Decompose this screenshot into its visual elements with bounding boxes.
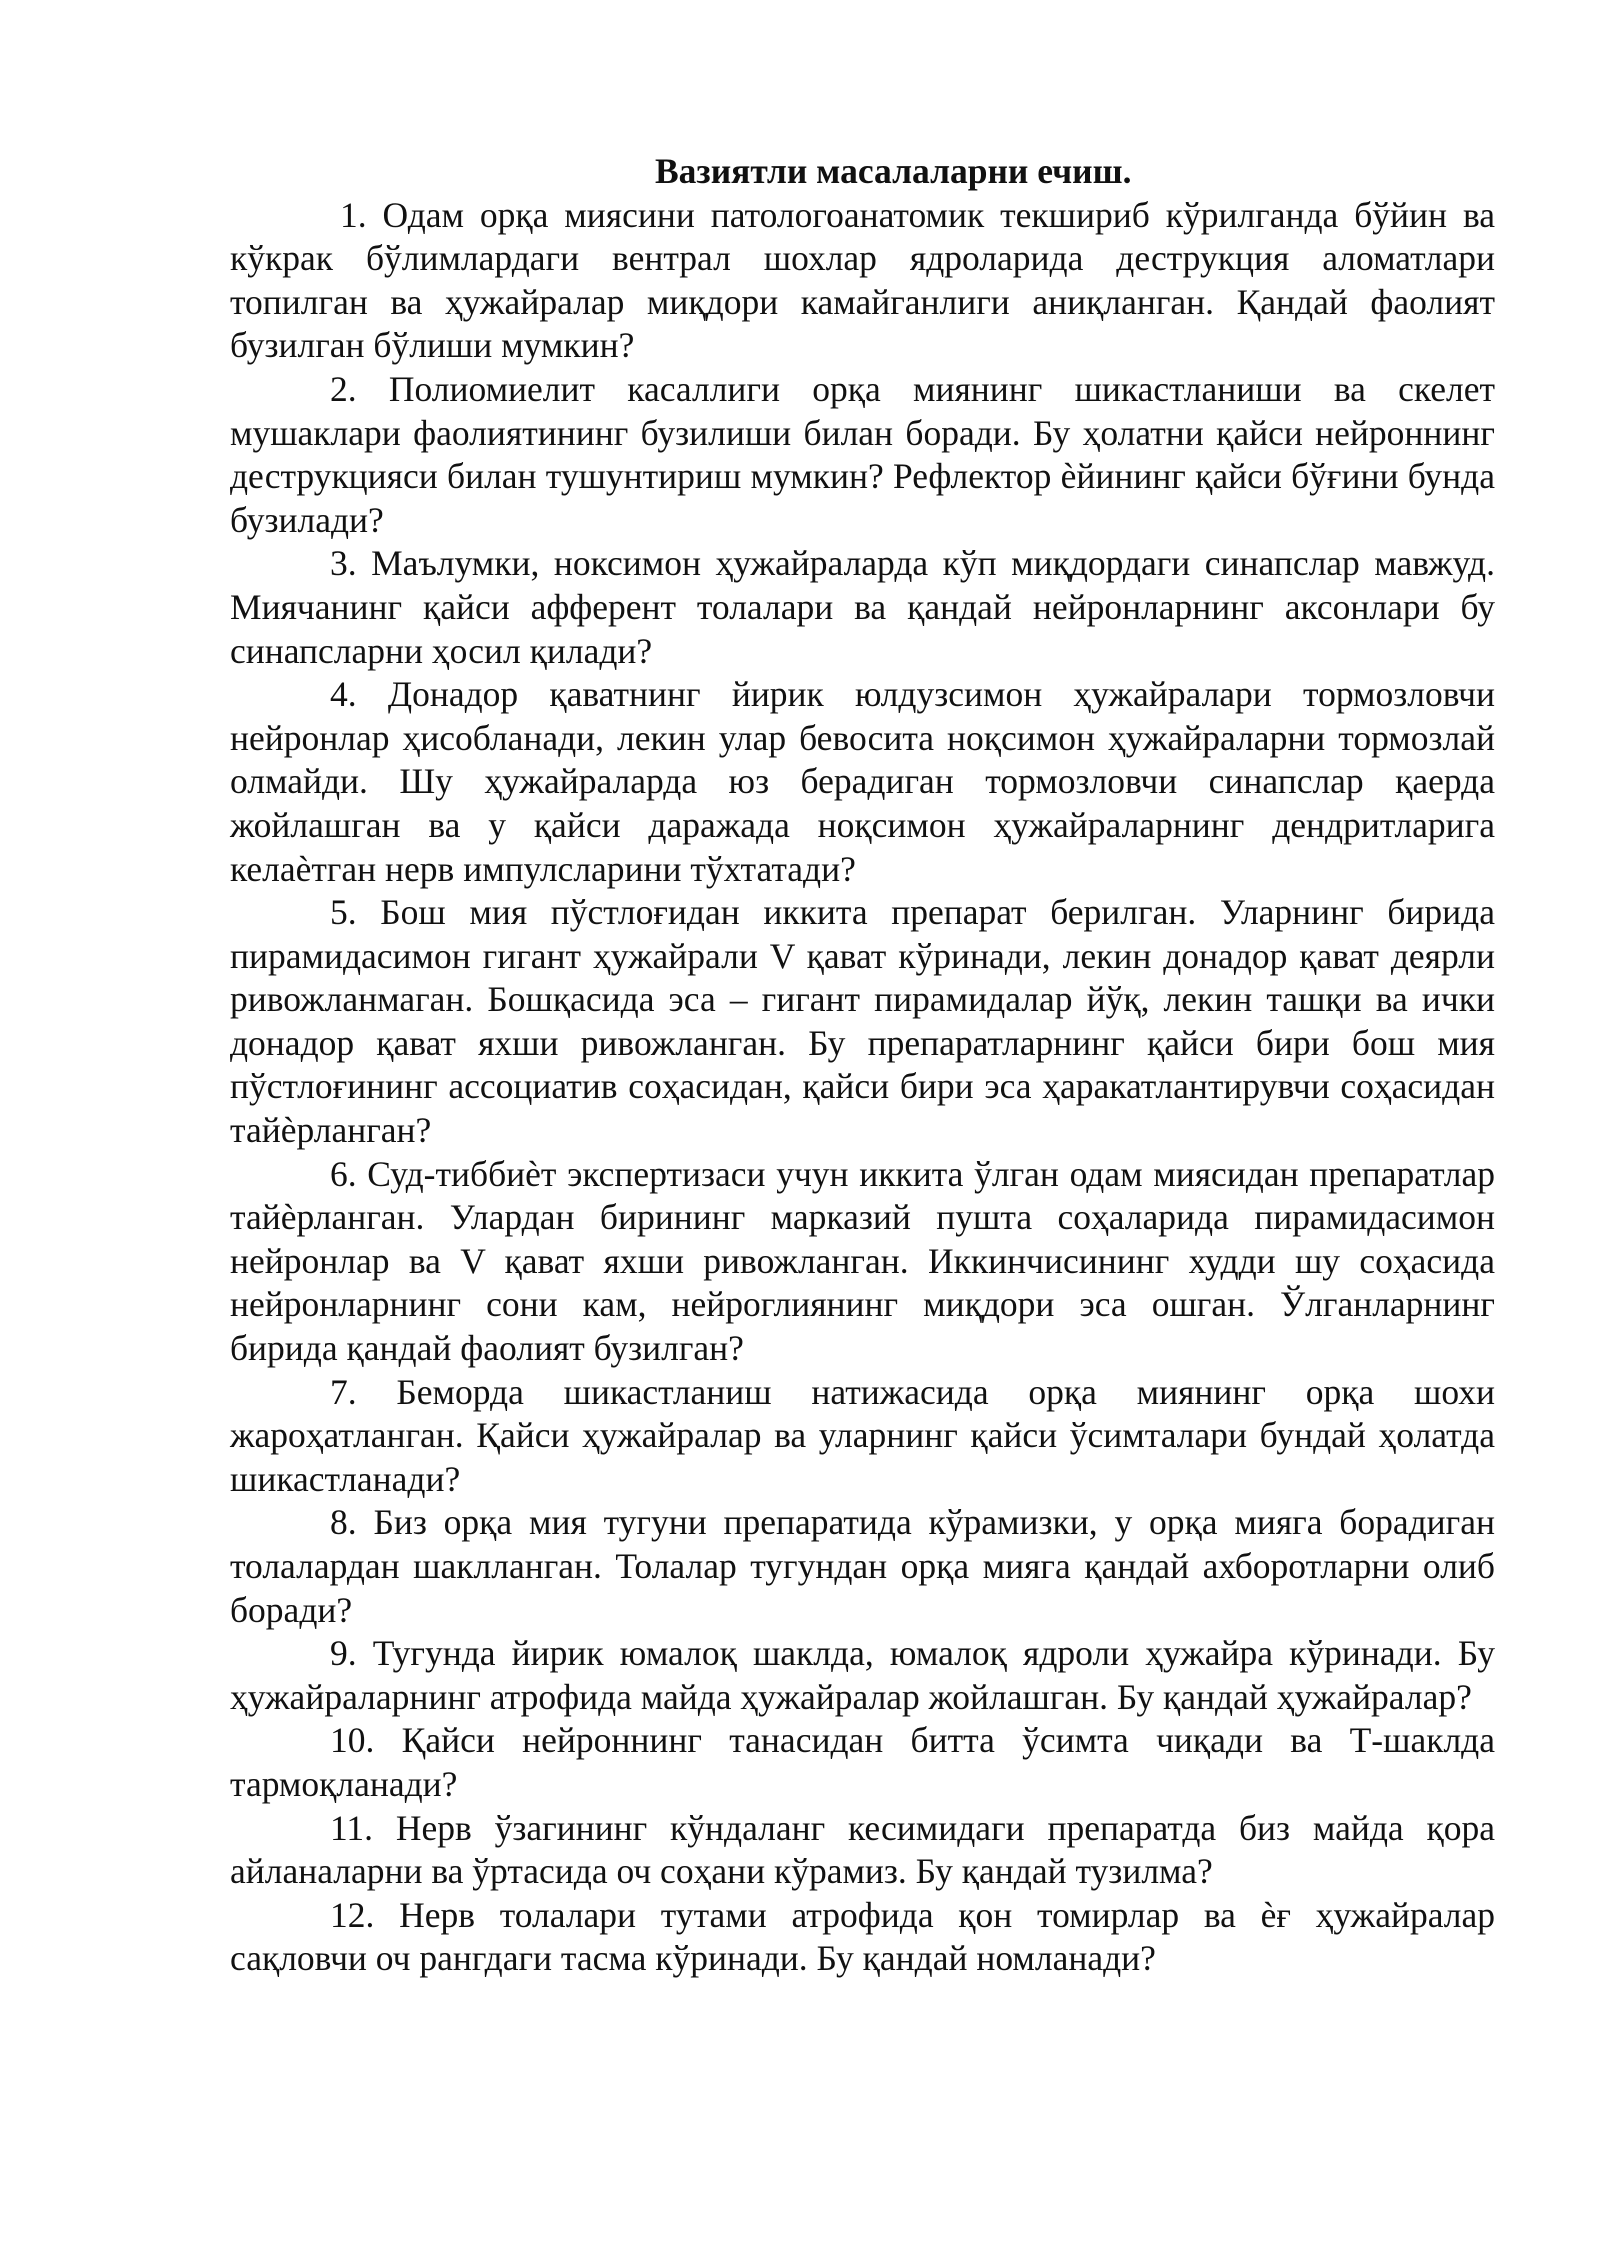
question-4: 4. Донадор қаватнинг йирик юлдузсимон ҳужайралари тормозловчи нейронлар ҳисобланади, лекин улар бевосита ноқсимон ҳужайраларни тормозлай олмайди. Шу ҳужайраларда юз берадиган тормозловчи синапслар қаерда жойлашган ва у қайси даражада ноқсимон ҳужайраларнинг дендритларига келаѐтган нерв импулсларини тўхтатади? (230, 674, 1495, 889)
document-title: Вазиятли масалаларни ечиш. (655, 151, 1132, 191)
question-12: 12. Нерв толалари тутами атрофида қон томирлар ва ѐғ ҳужайралар сақловчи оч рангдаги тасма кўринади. Бу қандай номланади? (230, 1894, 1495, 1979)
question-7: 7. Беморда шикастланиш натижасида орқа миянинг орқа шохи жароҳатланган. Қайси ҳужайралар ва уларнинг қайси ўсимталари бундай ҳолатда шикастланади? (230, 1371, 1495, 1499)
question-11: 11. Нерв ўзагининг кўндаланг кесимидаги препаратда биз майда қора айланаларни ва ўртасида оч соҳани кўрамиз. Бу қандай тузилма? (230, 1807, 1495, 1892)
question-3: 3. Маълумки, ноксимон ҳужайраларда кўп миқдордаги синапслар мавжуд. Миячанинг қайси афферент толалари ва қандай нейронларнинг аксонлари бу синапсларни ҳосил қилади? (230, 543, 1495, 671)
question-6: 6. Суд-тиббиѐт экспертизаси учун иккита ўлган одам миясидан препаратлар тайѐрланган. Улардан бирининг марказий пушта соҳаларида пирамидасимон нейронлар ва V қават яхши ривожланган. Иккинчисининг худди шу соҳасида нейронларнинг сони кам, нейроглиянинг миқдори эса ошган. Ўлганларнинг бирида қандай фаолият бузилган? (230, 1153, 1495, 1369)
document-page (230, 150, 1495, 1981)
question-8: 8. Биз орқа мия тугуни препаратида кўрамизки, у орқа мияга борадиган толалардан шаклланган. Толалар тугундан орқа мияга қандай ахборотларни олиб боради? (230, 1502, 1495, 1630)
question-1: 1. Одам орқа миясини патологоанатомик текшириб кўрилганда бўйин ва кўкрак бўлимлардаги вентрал шохлар ядроларида деструкция аломатлари топилган ва ҳужайралар миқдори камайганлиги аниқланган. Қандай фаолият бузилган бўлиши мумкин? (230, 194, 1495, 366)
question-9: 9. Тугунда йирик юмалоқ шаклда, юмалоқ ядроли ҳужайра кўринади. Бу ҳужайраларнинг атрофида майда ҳужайралар жойлашган. Бу қандай ҳужайралар? (230, 1633, 1495, 1717)
question-2: 2. Полиомиелит касаллиги орқа миянинг шикастланиши ва скелет мушаклари фаолиятининг бузилиши билан боради. Бу ҳолатни қайси нейроннинг деструкцияси билан тушунтириш мумкин? Рефлектор ѐйининг қайси бўғини бунда бузилади? (230, 368, 1495, 540)
question-10: 10. Қайси нейроннинг танасидан битта ўсимта чиқади ва Т-шаклда тармоқланади? (230, 1720, 1495, 1804)
question-5: 5. Бош мия пўстлоғидан иккита препарат берилган. Уларнинг бирида пирамидасимон гигант ҳужайрали V қават кўринади, лекин донадор қават деярли ривожланмаган. Бошқасида эса – гигант пирамидалар йўқ, лекин ташқи ва ички донадор қават яхши ривожланган. Бу препаратларнинг қайси бири бош мия пўстлоғининг ассоциатив соҳасидан, қайси бири эса ҳаракатлантирувчи соҳасидан тайѐрланган? (230, 892, 1495, 1151)
